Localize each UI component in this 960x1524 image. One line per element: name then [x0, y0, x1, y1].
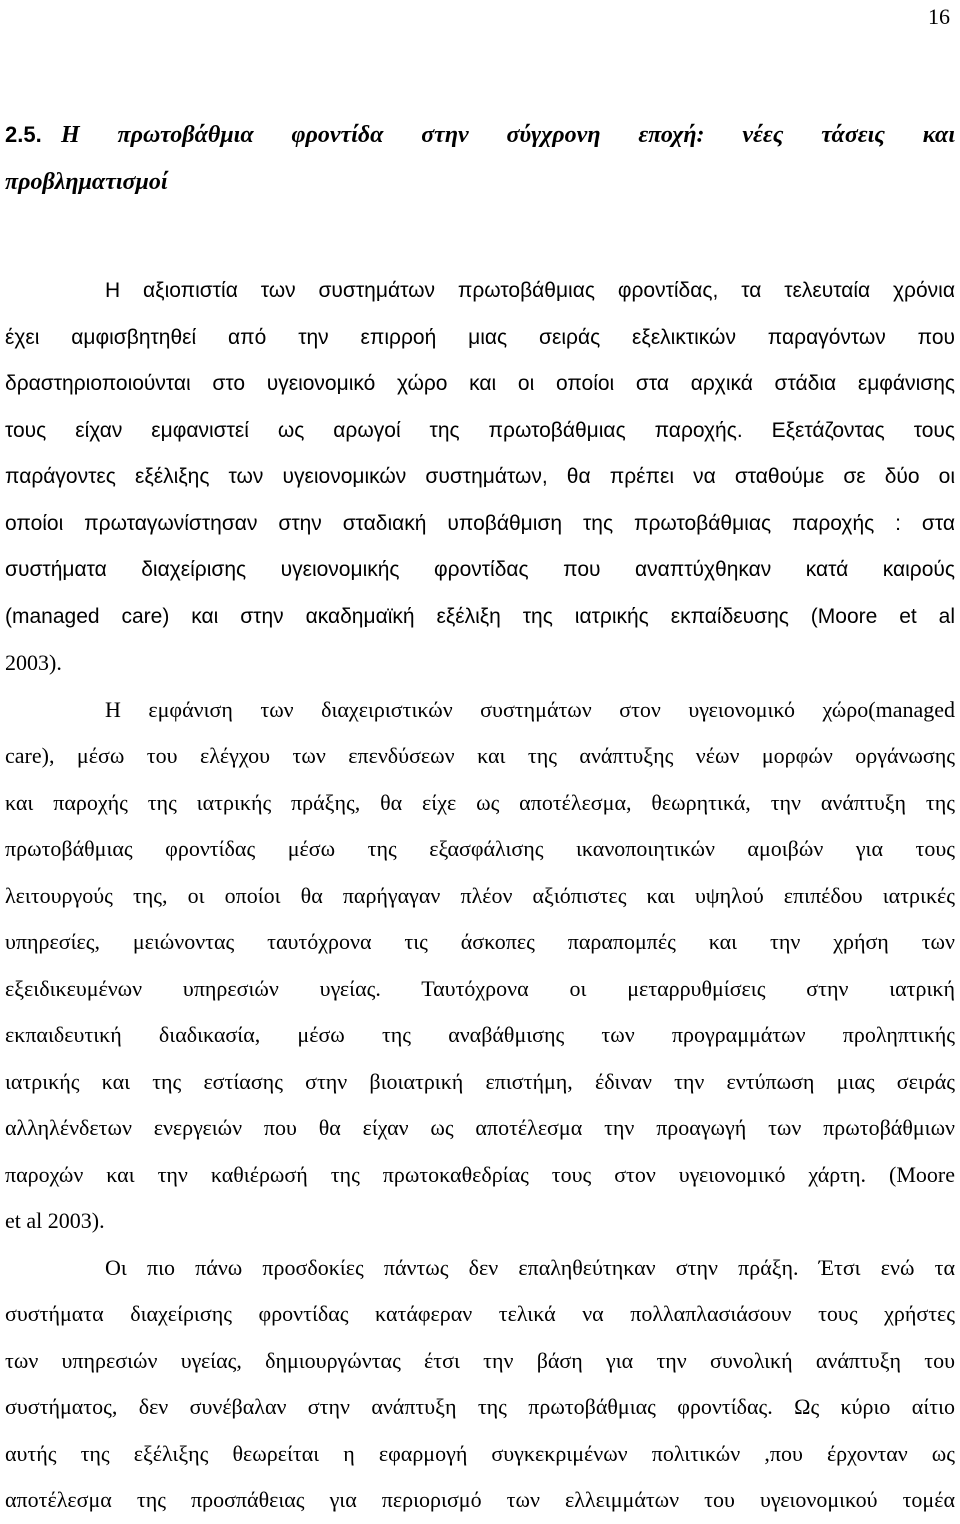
paragraph-line: τους είχαν εμφανιστεί ως αρωγοί της πρωτοβάθμιας παροχής. Εξετάζοντας τους	[5, 418, 955, 442]
paragraph-line: αλληλένδετων ενεργειών που θα είχαν ως αποτέλεσμα την προαγωγή των πρωτοβάθμιων	[5, 1115, 955, 1140]
paragraph-1	[5, 268, 955, 640]
paragraph-line: οποίοι πρωταγωνίστησαν στην σταδιακή υποβάθμιση της πρωτοβάθμιας παροχής : στα	[5, 511, 955, 535]
heading-spacer	[5, 206, 955, 268]
paragraph-line: δραστηριοποιούνται στο υγειονομικό χώρο και οι οποίοι στα αρχικά στάδια εμφάνισης	[5, 372, 955, 395]
paragraph-line: Η εμφάνιση των διαχειριστικών συστημάτων στον υγειονομικό χώρο(managed	[105, 696, 955, 722]
paragraph-line: πρωτοβάθμιας φροντίδας μέσω της εξασφάλισης ικανοποιητικών αμοιβών για τους	[5, 836, 955, 861]
paragraph-line: και παροχής της ιατρικής πράξης, θα είχε ως αποτέλεσμα, θεωρητικά, την ανάπτυξη της	[5, 789, 955, 815]
section-number: 2.5.	[5, 122, 42, 147]
page-number: 16	[928, 4, 950, 29]
paragraph-2	[5, 687, 955, 1245]
paragraph-line: ιατρικής και της εστίασης στην βιοιατρική επιστήμη, έδιναν την εντύπωση μιας σειράς	[5, 1068, 955, 1094]
paragraph-line: παροχών και την καθιέρωσή της πρωτοκαθεδρίας τους στον υγειονομικό χάρτη. (Moore	[5, 1161, 955, 1187]
paragraph-line: λειτουργούς της, οι οποίοι θα παρήγαγαν πλέον αξιόπιστες και υψηλού επιπέδου ιατρικές	[5, 882, 955, 908]
paragraph-line: Οι πιο πάνω προσδοκίες πάντως δεν επαληθεύτηκαν στην πράξη. Έτσι ενώ τα	[105, 1254, 955, 1280]
paragraph-line: αυτής της εξέλιξης θεωρείται η εφαρμογή συγκεκριμένων πολιτικών ,που έρχονταν ως	[5, 1440, 955, 1466]
paragraph-line: care), μέσω του ελέγχου των επενδύσεων και της ανάπτυξης νέων μορφών οργάνωσης	[5, 743, 955, 768]
paragraph-1-end	[5, 640, 955, 687]
paragraph-line: συστήματα διαχείρισης φροντίδας κατάφεραν τελικά να πολλαπλασιάσουν τους χρήστες	[5, 1301, 955, 1326]
paragraph-line: συστήματος, δεν συνέβαλαν στην ανάπτυξη της πρωτοβάθμιας φροντίδας. Ως κύριο αίτιο	[5, 1394, 955, 1419]
paragraph-3	[5, 1245, 955, 1524]
section-heading-line-1	[5, 111, 955, 159]
section-title-line-2: προβληματισμοί	[5, 169, 168, 195]
paragraph-line: (managed care) και στην ακαδημαϊκή εξέλιξη της ιατρικής εκπαίδευσης (Moore et al	[5, 604, 955, 628]
section-heading	[5, 111, 955, 206]
paragraph-line: υπηρεσίες, μειώνοντας ταυτόχρονα τις άσκοπες παραπομπές και την χρήση των	[5, 929, 955, 954]
paragraph-line: εκπαιδευτική διαδικασία, μέσω της αναβάθμισης των προγραμμάτων προληπτικής	[5, 1022, 955, 1047]
paragraph-line: των υπηρεσιών υγείας, δημιουργώντας έτσι την βάση για την συνολική ανάπτυξη του	[5, 1347, 955, 1373]
paragraph-line: Η αξιοπιστία των συστημάτων πρωτοβάθμιας φροντίδας, τα τελευταία χρόνια	[105, 279, 955, 302]
paragraph-line: εξειδικευμένων υπηρεσιών υγείας. Ταυτόχρονα οι μεταρρυθμίσεις στην ιατρική	[5, 975, 955, 1001]
paragraph-line: συστήματα διαχείρισης υγειονομικής φροντίδας που αναπτύχθηκαν κατά καιρούς	[5, 558, 955, 581]
paragraph-line: παράγοντες εξέλιξης των υγειονομικών συστημάτων, θα πρέπει να σταθούμε σε δύο οι	[5, 465, 955, 488]
paragraph-line: έχει αμφισβητηθεί από την επιρροή μιας σειράς εξελικτικών παραγόντων που	[5, 325, 955, 349]
document-body	[5, 111, 955, 1524]
paragraph-line: 2003).	[5, 650, 62, 675]
paragraph-line: αποτέλεσμα της προσπάθειας για περιορισμό των ελλειμμάτων του υγειονομικού τομέα	[5, 1487, 955, 1512]
section-title-line-1: Η πρωτοβάθμια φροντίδα στην σύγχρονη εποχή: νέες τάσεις και	[61, 122, 955, 148]
paragraph-line: et al 2003).	[5, 1208, 105, 1233]
